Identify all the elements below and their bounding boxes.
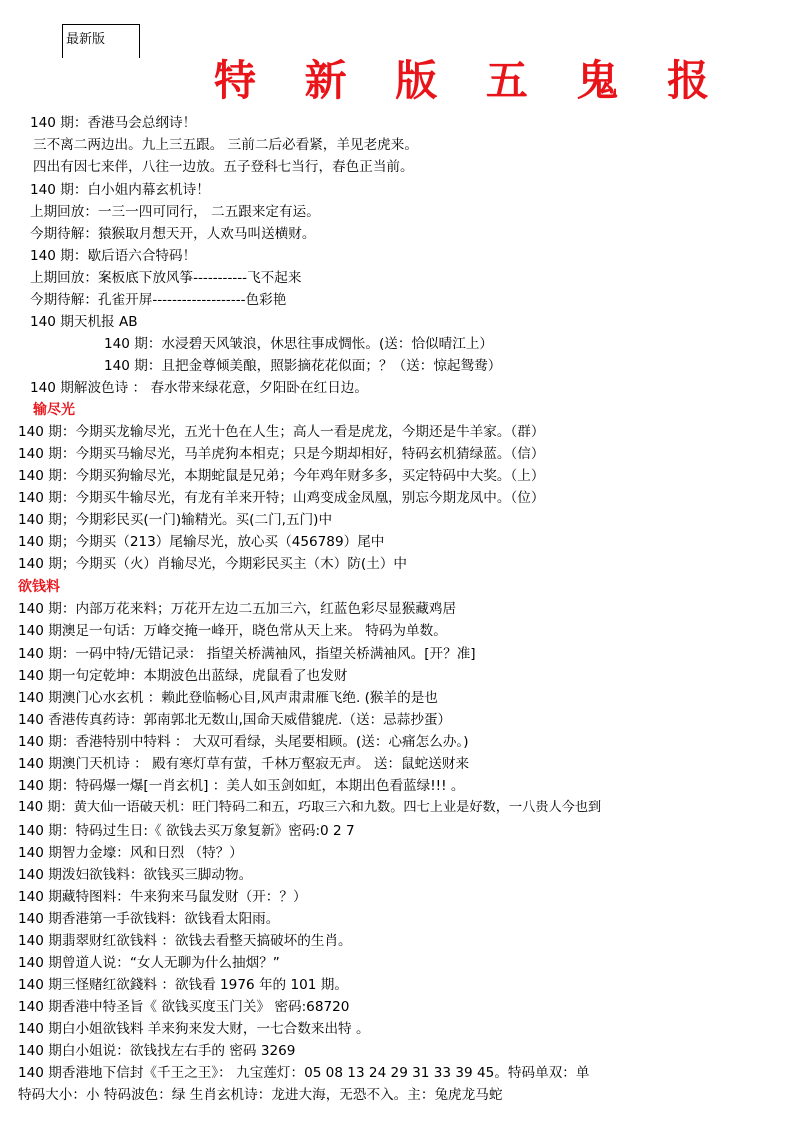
text-line: 140 期；今期买（213）尾输尽光，放心买（456789）尾中: [18, 534, 385, 550]
text-line: 140 期：内部万花来料；万花开左边二五加三六，红蓝色彩尽显猴藏鸡居: [18, 601, 457, 617]
edition-label: 最新版: [66, 32, 106, 47]
text-line: 特码大小：小 特码波色：绿 生肖玄机诗：龙进大海，无恐不入。主：兔虎龙马蛇: [18, 1087, 503, 1103]
text-line: 140 期：特码过生日:《 欲钱去买万象复新》密码:0 2 7: [18, 823, 355, 839]
text-line: 140 期：一码中特/无错记录： 指望关桥满袖风，指望关桥满袖风。[开？准]: [18, 646, 476, 662]
text-line: 140 期智力金壕：风和日烈 （特？）: [18, 845, 243, 861]
text-line: 140 期一句定乾坤：本期波色出蓝绿，虎鼠看了也发财: [18, 668, 348, 684]
text-line: 140 香港传真药诗：郭南郭北无数山,国命天威借貔虎.（送：忌蒜抄蛋）: [18, 712, 452, 728]
text-line: 140 期香港地下信封《千王之王》： 九宝莲灯：05 08 13 24 29 31 33 39 45。特码单双：单: [18, 1065, 590, 1081]
text-line: 上期回放：一三一四可同行， 二五跟来定有运。: [30, 204, 320, 220]
text-line: 140 期：今期买牛输尽光，有龙有羊来开特；山鸡变成金凤凰，别忘今期龙凤中。（位）: [18, 490, 545, 506]
text-line: 140 期：水浸碧天风皱浪，休思往事成惆怅。(送：恰似晴江上）: [104, 336, 494, 352]
text-line: 140 期香港第一手欲钱料：欲钱看太阳雨。: [18, 911, 280, 927]
text-line: 140 期澳门天机诗 ： 殿有寒灯草有萤，千林万壑寂无声。 送：鼠蛇送财来: [18, 756, 470, 772]
text-line: 三不离二两边出。九上三五跟。 三前二后必看紧，羊见老虎来。: [33, 137, 418, 153]
text-line: 140 期解波色诗 ： 春水带来绿花意，夕阳卧在红日边。: [30, 380, 368, 396]
text-line: 140 期：白小姐内幕玄机诗！: [30, 182, 210, 198]
section-heading-loss: 输尽光: [33, 402, 75, 418]
text-line: 140 期：歇后语六合特码！: [30, 248, 197, 264]
text-line: 140 期：香港马会总纲诗！: [30, 115, 197, 131]
text-line: 140 期：今期买狗输尽光，本期蛇鼠是兄弟；今年鸡年财多多，买定特码中大奖。（上）: [18, 468, 545, 484]
edition-badge: [62, 24, 140, 58]
text-line: 140 期翡翠财红欲钱料 ：欲钱去看整天搞破坏的生肖。: [18, 933, 352, 949]
text-line: 140 期：今期买马输尽光，马羊虎狗本相克；只是今期却相好，特码玄机猜绿蓝。（信）: [18, 446, 545, 462]
text-line: 140 期泼妇欲钱料：欲钱买三脚动物。: [18, 867, 253, 883]
text-line: 140 期白小姐说：欲钱找左右手的 密码 3269: [18, 1043, 296, 1059]
text-line: 140 期；今期彩民买(一门)输精光。买(二门,五门)中: [18, 512, 333, 528]
text-line: 140 期天机报 AB: [30, 314, 138, 330]
text-line: 140 期曾道人说：“女人无聊为什么抽烟？”: [18, 955, 280, 971]
text-line: 140 期：且把金尊倾美酿，照影摘花花似面；？（送：惊起鸳鸯）: [104, 358, 502, 374]
text-line: 今期待解：孔雀开屏-------------------色彩艳: [30, 292, 287, 308]
page-title: 特 新 版 五 鬼 报: [214, 56, 727, 105]
text-line: 140 期澳足一句话：万峰交掩一峰开，晓色常从天上来。 特码为单数。: [18, 623, 447, 639]
text-line: 四出有因七来伴，八往一边放。五子登科七当行，春色正当前。: [33, 159, 414, 175]
text-line: 140 期：今期买龙输尽光，五光十色在人生；高人一看是虎龙，今期还是牛羊家。（群）: [18, 424, 545, 440]
text-line: 140 期澳门心水玄机 ：赖此登临畅心目,风声肃肃雁飞绝. (猴羊的是也: [18, 690, 438, 706]
text-line: 140 期藏特图料：牛来狗来马鼠发财（开：？）: [18, 889, 307, 905]
text-line: 140 期香港中特圣旨《 欲钱买度玉门关》 密码:68720: [18, 999, 350, 1015]
section-heading-money: 欲钱料: [18, 579, 60, 595]
text-line: 140 期；今期买（火）肖输尽光，今期彩民买主（木）防(土）中: [18, 556, 408, 572]
text-line: 140 期白小姐欲钱料 羊来狗来发大财，一七合数来出特 。: [18, 1021, 370, 1037]
text-line: 上期回放：案板底下放风筝-----------飞不起来: [30, 270, 302, 286]
text-line: 140 期三怪赌红欲錢料 ：欲钱看 1976 年的 101 期。: [18, 977, 348, 993]
text-line: 140 期：黄大仙一语破天机：旺门特码二和五，巧取三六和九数。四七上业是好数，一八贵人今也到: [18, 800, 602, 815]
text-line: 140 期：特码爆一爆[一肖玄机] ：美人如玉剑如虹，本期出色看蓝绿!!! 。: [18, 778, 465, 794]
text-line: 140 期：香港特别中特料 ： 大双可看绿，头尾要相顾。(送：心痛怎么办。): [18, 734, 469, 750]
text-line: 今期待解：猿猴取月想天开，人欢马叫送横财。: [30, 226, 316, 242]
